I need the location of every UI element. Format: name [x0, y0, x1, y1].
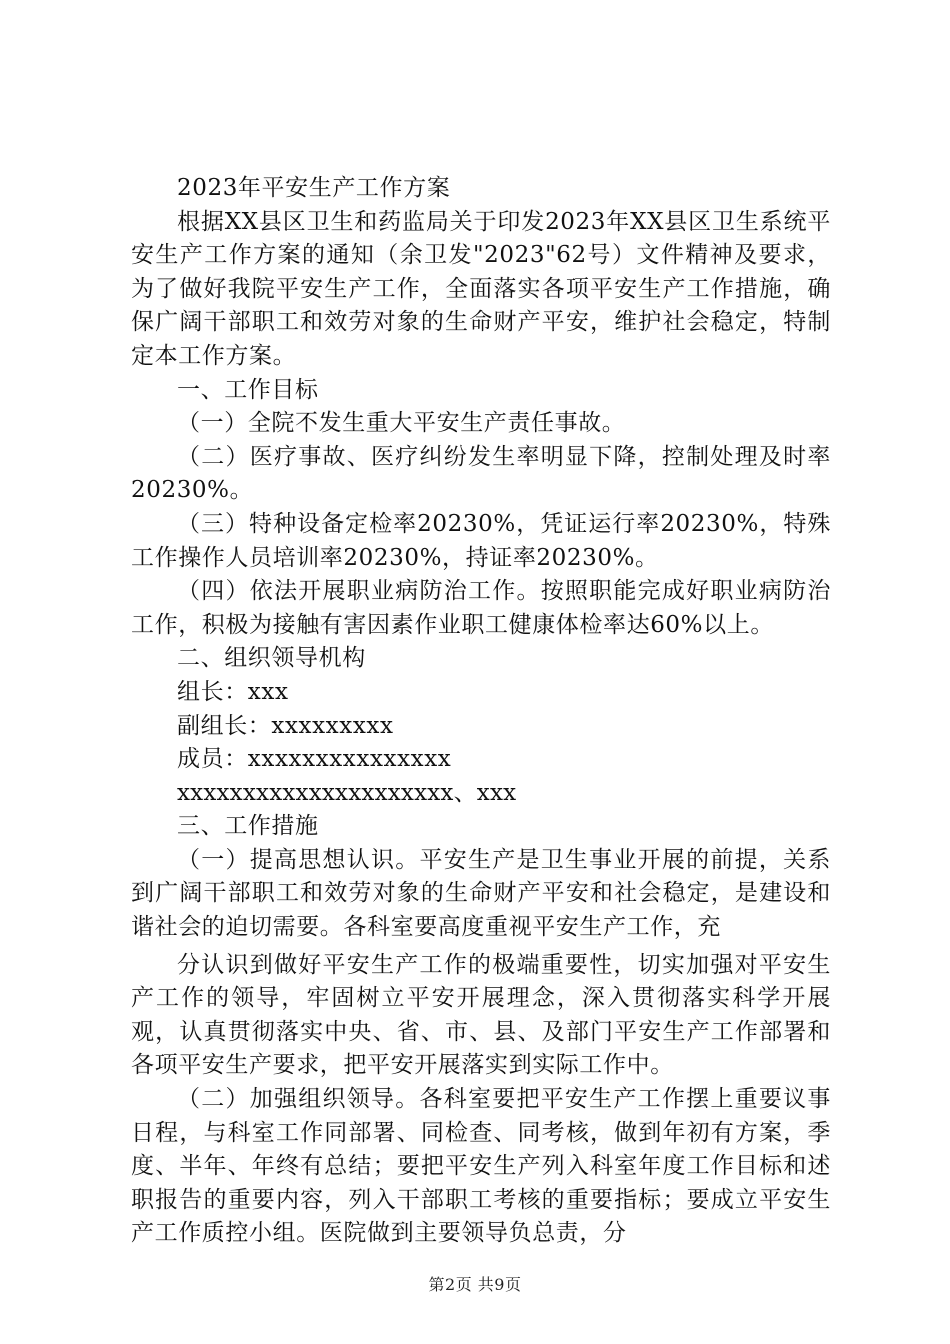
section-heading-organization: 二、组织领导机构 [177, 645, 366, 672]
deputy-leader-line: 副组长：xxxxxxxxx [177, 712, 394, 739]
goal-item-3: （三）特种设备定检率20230%，凭证运行率20230%，特殊工作操作人员培训率20230%，持证率20230%。 [131, 510, 831, 571]
measure-item-2: （二）加强组织领导。各科室要把平安生产工作摆上重要议事日程，与科室工作同部署、同检查、同考核，做到年初有方案，季度、半年、年终有总结；要把平安生产列入科室年度工作目标和述职报告的重要内容，列入干部职工考核的重要指标；要成立平安生产工作质控小组。医院做到主要领导负总责，分 [131, 1086, 831, 1247]
section-heading-goals: 一、工作目标 [177, 376, 319, 403]
intro-paragraph: 根据XX县区卫生和药监局关于印发2023年XX县区卫生系统平安生产工作方案的通知（余卫发"2023"62号）文件精神及要求，为了做好我院平安生产工作，全面落实各项平安生产工作措施，确保广阔干部职工和效劳对象的生命财产平安，维护社会稳定，特制定本工作方案。 [131, 208, 831, 369]
section-heading-measures: 三、工作措施 [177, 813, 319, 840]
goal-item-1: （一）全院不发生重大平安生产责任事故。 [177, 410, 626, 437]
document-body [131, 172, 831, 1251]
page-number-footer: 第2页 共9页 [428, 1275, 522, 1294]
measure-item-1: （一）提高思想认识。平安生产是卫生事业开展的前提，关系到广阔干部职工和效劳对象的生命财产平安和社会稳定，是建设和谐社会的迫切需要。各科室要高度重视平安生产工作，充 [131, 846, 831, 941]
leader-line: 组长：xxx [177, 678, 289, 705]
measure-item-1-continued: 分认识到做好平安生产工作的极端重要性，切实加强对平安生产工作的领导，牢固树立平安开展理念，深入贯彻落实科学开展观，认真贯彻落实中央、省、市、县、及部门平安生产工作部署和各项平安生产要求，把平安开展落实到实际工作中。 [131, 951, 831, 1079]
members-continuation-line: xxxxxxxxxxxxxxxxxxxxx、xxx [177, 779, 517, 806]
members-line: 成员：xxxxxxxxxxxxxxx [177, 746, 452, 773]
document-title: 2023年平安生产工作方案 [177, 175, 451, 201]
goal-item-4: （四）依法开展职业病防治工作。按照职能完成好职业病防治工作，积极为接触有害因素作业职工健康体检率达60%以上。 [131, 578, 831, 638]
goal-item-2: （二）医疗事故、医疗纠纷发生率明显下降，控制处理及时率20230%。 [131, 443, 831, 504]
